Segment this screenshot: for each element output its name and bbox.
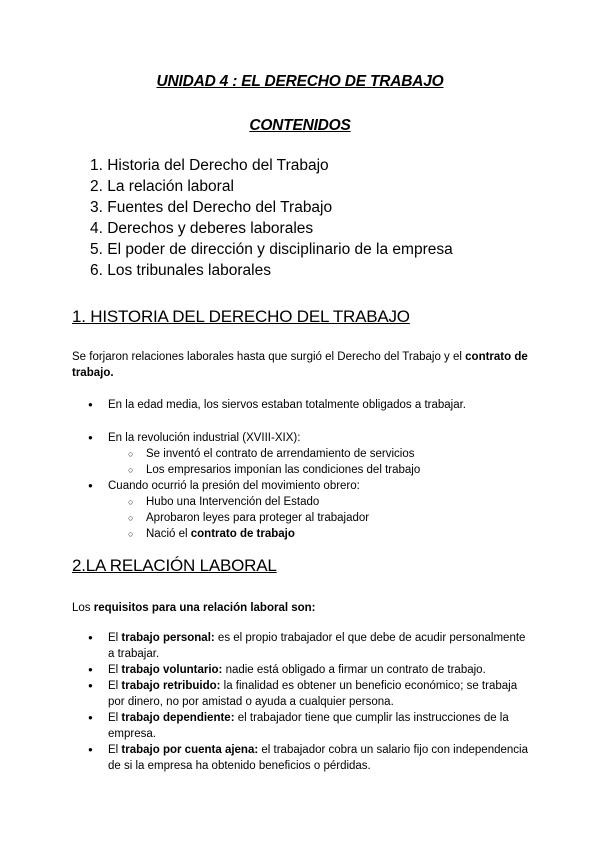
list-item (72, 430, 532, 446)
intro-text: Los (72, 602, 94, 614)
section1-intro (72, 349, 532, 381)
list-item: ● El trabajo retribuido: la finalidad es obtener un beneficio económico; se trabaja por dinero, no por amistad o ayuda a cualquier persona. (72, 678, 532, 710)
sub-list-item: ○ Aprobaron leyes para proteger al trabajador (72, 510, 532, 526)
contents-item: 1. Historia del Derecho del Trabajo (90, 157, 329, 174)
contents-title: CONTENIDOS (249, 117, 351, 134)
section2-heading: 2.LA RELACIÓN LABORAL (72, 556, 277, 575)
sub-list-item (72, 526, 532, 542)
contents-item: 4. Derechos y deberes laborales (90, 220, 314, 237)
list-item: ● El trabajo personal: es el propio trabajador el que debe de acudir personalmente a trabajar. (72, 630, 532, 662)
list-item-text: ● Cuando ocurrió la presión del movimiento obrero: (108, 480, 360, 492)
intro-bold: contrato de trabajo. (72, 351, 528, 379)
unit-title: UNIDAD 4 : EL DERECHO DE TRABAJO (156, 73, 444, 90)
section2-intro (72, 600, 532, 616)
sub-list-item: ○ Hubo una Intervención del Estado (72, 494, 532, 510)
contents-item: 5. El poder de dirección y disciplinario de la empresa (90, 241, 453, 258)
history-list-1 (72, 397, 532, 413)
list-item: ● El trabajo voluntario: nadie está obligado a firmar un contrato de trabajo. (72, 662, 532, 678)
contents-list (72, 155, 453, 281)
history-list-2 (72, 430, 532, 542)
list-item: ● El trabajo dependiente: el trabajador tiene que cumplir las instrucciones de la empresa. (72, 710, 532, 742)
list-item-text: ● En la edad media, los siervos estaban totalmente obligados a trabajar. (108, 399, 466, 411)
sub-item-bold: contrato de trabajo (190, 528, 295, 540)
contents-item: 6. Los tribunales laborales (90, 262, 271, 279)
intro-bold: requisitos para una relación laboral son: (93, 602, 316, 614)
contents-item: 2. La relación laboral (90, 178, 234, 195)
sub-list-item: ○ Se inventó el contrato de arrendamiento de servicios (72, 446, 532, 462)
intro-text: Se forjaron relaciones laborales hasta que surgió el Derecho del Trabajo y el (72, 351, 466, 363)
section1-heading: 1. HISTORIA DEL DERECHO DEL TRABAJO (72, 307, 410, 326)
sub-list (72, 446, 532, 478)
sub-list-item: ○ Los empresarios imponían las condiciones del trabajo (72, 462, 532, 478)
sub-item-text: Nació el (146, 528, 191, 540)
list-item: ● El trabajo por cuenta ajena: el trabajador cobra un salario fijo con independencia de si la empresa ha obtenido beneficios o pérdidas. (72, 742, 532, 774)
requirements-list (72, 630, 532, 774)
sub-list (72, 494, 532, 542)
list-item (72, 478, 532, 494)
list-item-text: ● En la revolución industrial (XVIII-XIX): (108, 432, 301, 444)
list-item (72, 397, 532, 413)
contents-item: 3. Fuentes del Derecho del Trabajo (90, 199, 333, 216)
